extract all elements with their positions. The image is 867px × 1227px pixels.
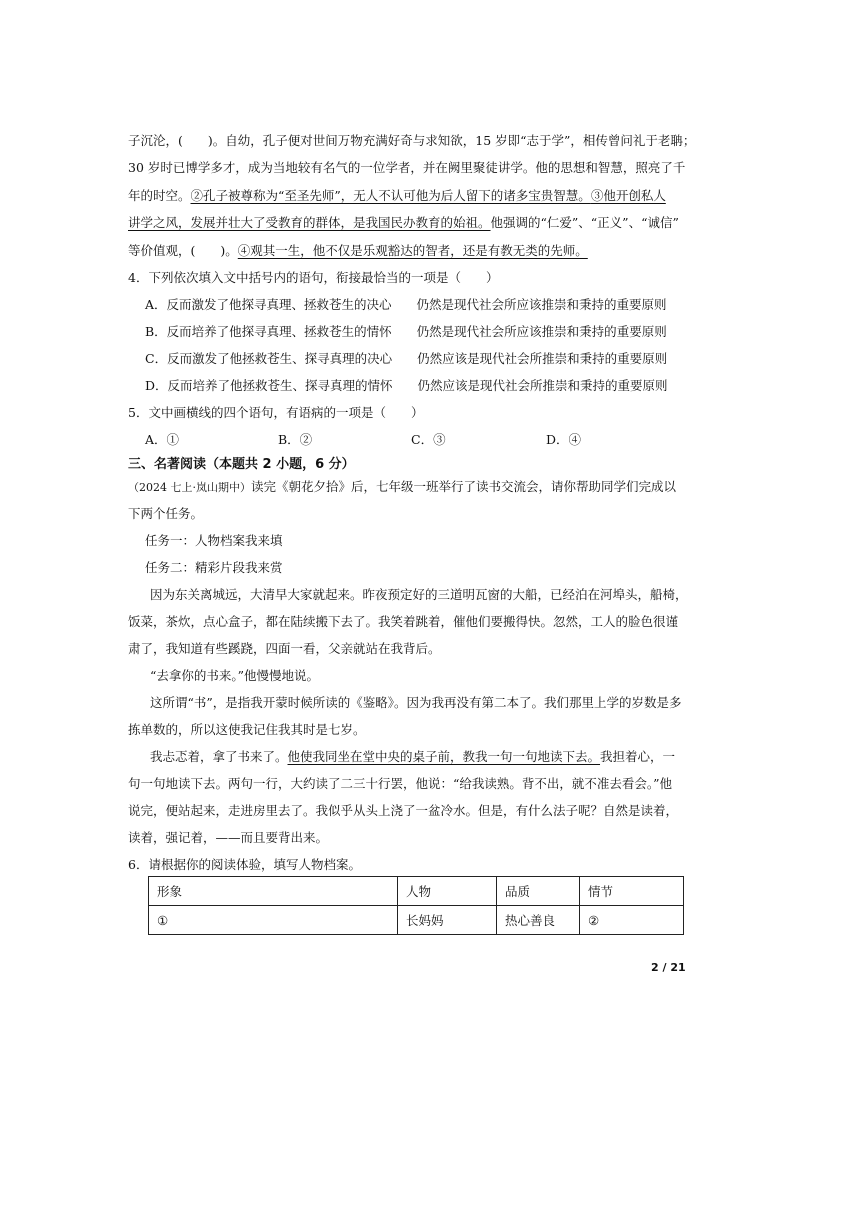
- header-quality: 品质: [497, 877, 580, 906]
- cell-quality: 热心善良: [497, 906, 580, 935]
- underlined-excerpt-sentence: 他使我同坐在堂中央的桌子前，教我一句一句地读下去。: [287, 749, 601, 764]
- cell-image-blank[interactable]: ①: [149, 906, 398, 935]
- excerpt-p3-line-1: 这所谓“书”，是指我开蒙时候所读的《鉴略》。因为我再没有第二本了。我们那里上学的岁数是多: [150, 695, 682, 710]
- task-2: 任务二：精彩片段我来赏: [145, 560, 283, 575]
- question-4-stem: 4．下列依次填入文中括号内的语句，衔接最恰当的一项是（ ）: [128, 270, 499, 285]
- intro-text: 读完《朝花夕拾》后，七年级一班举行了读书交流会，请你帮助同学们完成以: [251, 479, 677, 494]
- passage-text: 他强调的“仁爱”、“正义”、“诚信”: [490, 215, 679, 230]
- passage-line-3: [128, 186, 666, 204]
- section-intro-line-1: [128, 477, 676, 495]
- character-profile-table: [148, 876, 684, 935]
- cell-plot-blank[interactable]: ②: [580, 906, 684, 935]
- passage-line-2: 30 岁时已博学多才，成为当地较有名气的一位学者，并在阙里聚徒讲学。他的思想和智慧，照亮了千: [128, 160, 686, 175]
- passage-line-1: 子沉沦，( )。自幼，孔子便对世间万物充满好奇与求知欲，15 岁即“志于学”，相传曾问礼于老聃；: [128, 133, 696, 148]
- passage-line-5: [128, 241, 588, 259]
- excerpt-p1-line-3: 肃了，我知道有些蹊跷，四面一看，父亲就站在我背后。: [128, 641, 441, 656]
- task-1: 任务一：人物档案我来填: [145, 533, 283, 548]
- header-plot: 情节: [580, 877, 684, 906]
- q5-option-a[interactable]: A．①: [145, 432, 180, 447]
- excerpt-p4-line-2: 句一句地读下去。两句一行，大约读了二三十行罢，他说：“给我读熟。背不出，就不准去看会。”他: [128, 776, 673, 791]
- underlined-sentence-4: ④观其一生，他不仅是乐观豁达的智者，还是有教无类的先师。: [237, 243, 588, 258]
- excerpt-p2: “去拿你的书来。”他慢慢地说。: [150, 668, 320, 683]
- table-header-row: [149, 877, 684, 906]
- excerpt-p4-line-1: [150, 747, 675, 765]
- passage-text: 等价值观，( )。: [128, 243, 238, 258]
- page-number: 2 / 21: [651, 961, 686, 974]
- section-heading: 三、名著阅读（本题共 2 小题，6 分）: [128, 457, 355, 472]
- q5-option-c[interactable]: C．③: [411, 432, 446, 447]
- passage-line-4: [128, 213, 679, 231]
- header-image: 形象: [149, 877, 398, 906]
- q4-option-c[interactable]: C．反而激发了他拯救苍生、探寻真理的决心 仍然应该是现代社会所推崇和秉持的重要原则: [145, 351, 668, 366]
- question-5-stem: 5．文中画横线的四个语句，有语病的一项是（ ）: [128, 405, 424, 420]
- cell-character: 长妈妈: [398, 906, 497, 935]
- excerpt-p4-line-4: 读着，强记着，——而且要背出来。: [128, 830, 329, 845]
- excerpt-text: 我忐忑着，拿了书来了。: [150, 749, 288, 764]
- source-tag: （2024 七上·岚山期中）: [128, 481, 251, 494]
- excerpt-text: 我担着心，一: [600, 749, 676, 764]
- underlined-sentence-3-end: 讲学之风，发展并壮大了受教育的群体，是我国民办教育的始祖。: [128, 215, 491, 230]
- header-character: 人物: [398, 877, 497, 906]
- question-6-stem: 6．请根据你的阅读体验，填写人物档案。: [128, 857, 361, 872]
- passage-text: 年的时空。: [128, 188, 191, 203]
- table-row: [149, 906, 684, 935]
- excerpt-p1-line-2: 饭菜，茶炊，点心盒子，都在陆续搬下去了。我笑着跳着，催他们要搬得快。忽然，工人的脸色很谨: [128, 614, 679, 629]
- q5-option-b[interactable]: B．②: [278, 432, 313, 447]
- q5-option-d[interactable]: D．④: [546, 432, 582, 447]
- section-intro-line-2: 下两个任务。: [128, 506, 204, 521]
- q4-option-b[interactable]: B．反而培养了他探寻真理、拯救苍生的情怀 仍然是现代社会所应该推崇和秉持的重要原则: [145, 324, 667, 339]
- underlined-sentence-2: ②孔子被尊称为“至圣先师”，无人不认可他为后人留下的诸多宝贵智慧。: [190, 188, 591, 203]
- excerpt-p4-line-3: 说完，便站起来，走进房里去了。我似乎从头上浇了一盆冷水。但是，有什么法子呢？自然是读着，: [128, 803, 679, 818]
- excerpt-p1-line-1: 因为东关离城远，大清早大家就起来。昨夜预定好的三道明瓦窗的大船，已经泊在河埠头，船椅，: [150, 587, 688, 602]
- q4-option-a[interactable]: A．反而激发了他探寻真理、拯救苍生的决心 仍然是现代社会所应该推崇和秉持的重要原则: [145, 297, 667, 312]
- excerpt-p3-line-2: 拣单数的，所以这使我记住我其时是七岁。: [128, 722, 366, 737]
- q4-option-d[interactable]: D．反而培养了他拯救苍生、探寻真理的情怀 仍然应该是现代社会所推崇和秉持的重要原则: [145, 378, 668, 393]
- underlined-sentence-3-start: ③他开创私人: [590, 188, 666, 203]
